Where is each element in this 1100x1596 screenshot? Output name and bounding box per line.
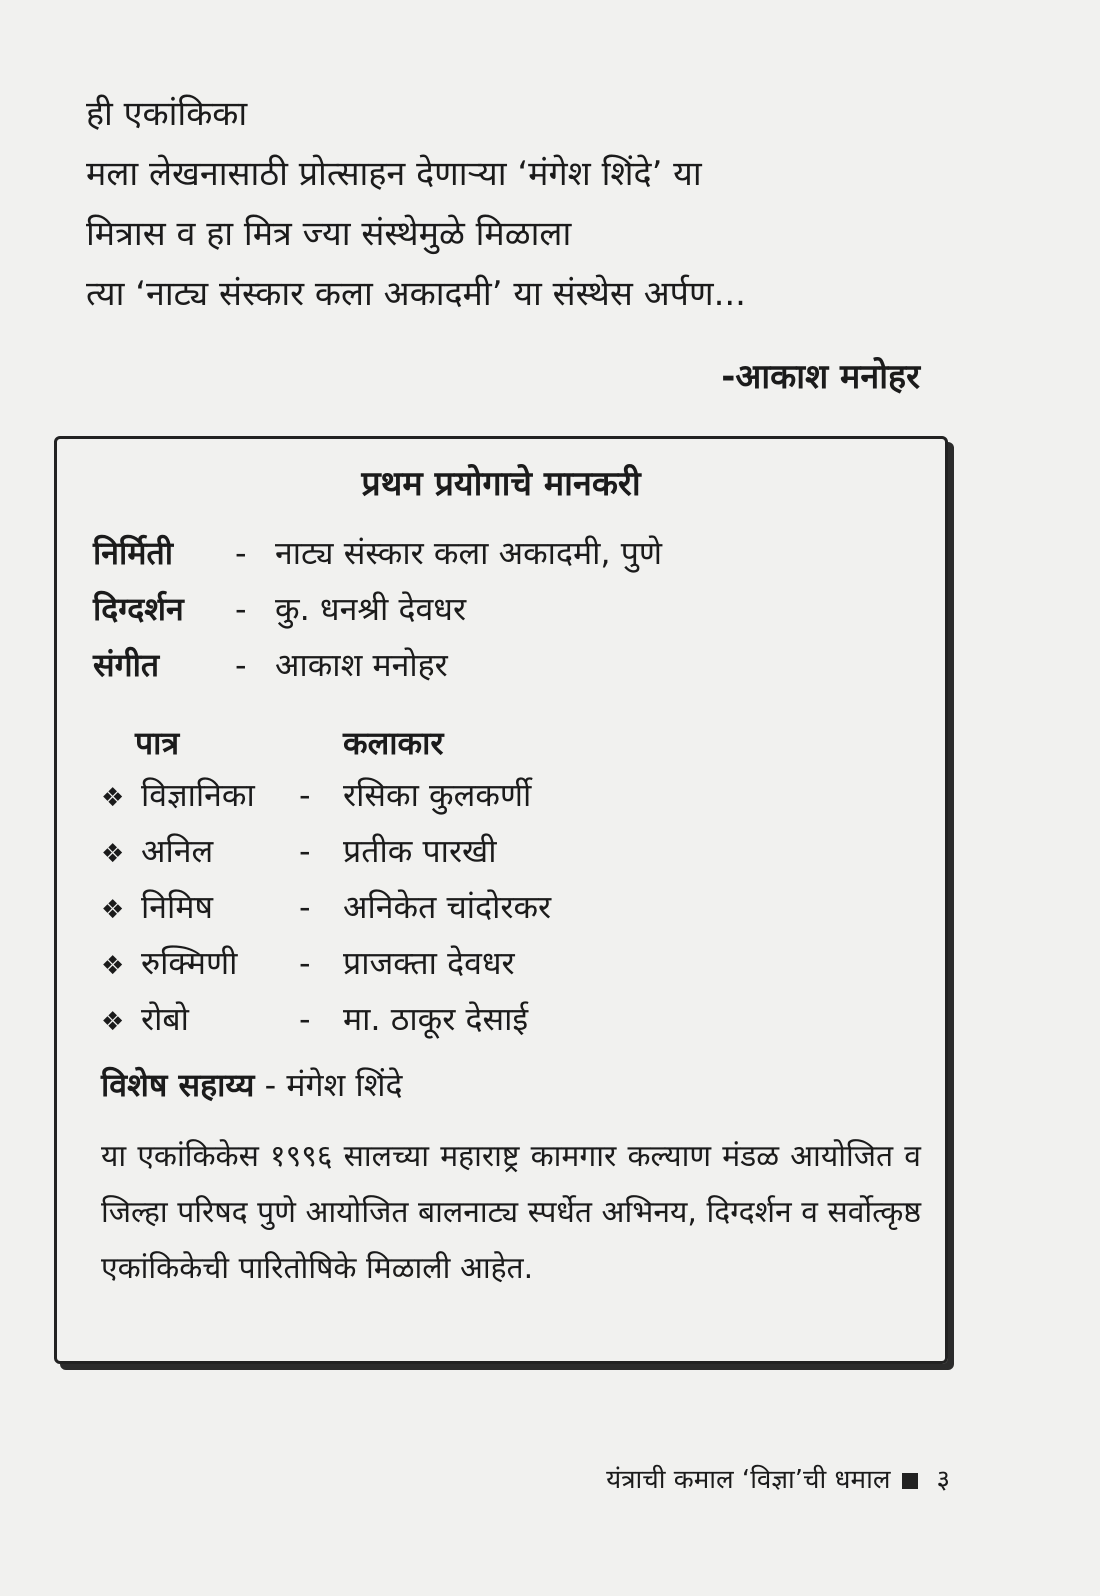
dash: - xyxy=(235,534,247,572)
dedication-line: त्या ‘नाट्य संस्कार कला अकादमी’ या संस्थेस अर्पण... xyxy=(86,274,746,314)
dash: - xyxy=(264,1066,287,1104)
cast-row xyxy=(101,997,528,1040)
cast-artist: मा. ठाकूर देसाई xyxy=(343,1000,529,1038)
dedication-line: मित्रास व हा मित्र ज्या संस्थेमुळे मिळाला xyxy=(86,214,572,254)
dash: - xyxy=(235,646,247,684)
role-label: निर्मिती xyxy=(93,534,174,572)
cast-row xyxy=(101,829,497,872)
author-signature: -आकाश मनोहर xyxy=(721,357,920,397)
role-value: आकाश मनोहर xyxy=(275,646,448,684)
dash: - xyxy=(299,944,311,982)
award-note: या एकांकिकेस १९९६ सालच्या महाराष्ट्र कामगार कल्याण मंडळ आयोजित व जिल्हा परिषद पुणे आयोजित बालनाट्य स्पर्धेत अभिनय, दिग्दर्शन व सर्वोत्कृष्ठ एकांकिकेची पारितोषिके मिळाली आहेत. xyxy=(101,1139,921,1286)
role-row-direction xyxy=(93,587,466,630)
cast-artist: प्राजक्ता देवधर xyxy=(343,944,515,982)
cast-artist: रसिका कुलकर्णी xyxy=(343,776,532,814)
cast-character: विज्ञानिका xyxy=(141,776,255,814)
cast-character: रोबो xyxy=(141,1000,189,1038)
dash: - xyxy=(299,888,311,926)
credits-box xyxy=(54,436,948,1364)
role-value: कु. धनश्री देवधर xyxy=(275,590,467,628)
credits-title: प्रथम प्रयोगाचे मानकरी xyxy=(361,464,641,504)
role-value: नाट्य संस्कार कला अकादमी, पुणे xyxy=(275,534,663,572)
role-label: दिग्दर्शन xyxy=(93,590,184,628)
dash: - xyxy=(299,776,311,814)
cast-header-artist: कलाकार xyxy=(343,724,444,762)
page-number: ३ xyxy=(936,1465,950,1495)
diamond-bullet-icon: ❖ xyxy=(101,895,125,925)
diamond-bullet-icon: ❖ xyxy=(101,1007,125,1037)
cast-character: अनिल xyxy=(141,832,214,870)
square-separator-icon xyxy=(902,1473,918,1489)
dash: - xyxy=(299,1000,311,1038)
diamond-bullet-icon: ❖ xyxy=(101,839,125,869)
cast-row xyxy=(101,773,531,816)
role-label: संगीत xyxy=(93,646,160,684)
special-value: मंगेश शिंदे xyxy=(286,1066,403,1104)
dedication xyxy=(86,84,946,324)
diamond-bullet-icon: ❖ xyxy=(101,783,125,813)
cast-character: निमिष xyxy=(141,888,213,926)
role-row-music xyxy=(93,643,448,686)
special-thanks xyxy=(101,1063,402,1106)
cast-row xyxy=(101,941,515,984)
cast-header-character: पात्र xyxy=(135,724,180,762)
dash: - xyxy=(299,832,311,870)
cast-row xyxy=(101,885,551,928)
cast-artist: अनिकेत चांदोरकर xyxy=(343,888,552,926)
running-title: यंत्राची कमाल ‘विज्ञा’ची धमाल xyxy=(606,1465,891,1495)
dash: - xyxy=(235,590,247,628)
cast-artist: प्रतीक पारखी xyxy=(343,832,497,870)
page-footer xyxy=(606,1460,950,1496)
special-label: विशेष सहाय्य xyxy=(101,1066,255,1104)
dedication-line: ही एकांकिका xyxy=(86,94,248,134)
dedication-line: मला लेखनासाठी प्रोत्साहन देणाऱ्या ‘मंगेश शिंदे’ या xyxy=(86,154,702,194)
role-row-production xyxy=(93,531,662,574)
cast-character: रुक्मिणी xyxy=(141,944,238,982)
diamond-bullet-icon: ❖ xyxy=(101,951,125,981)
